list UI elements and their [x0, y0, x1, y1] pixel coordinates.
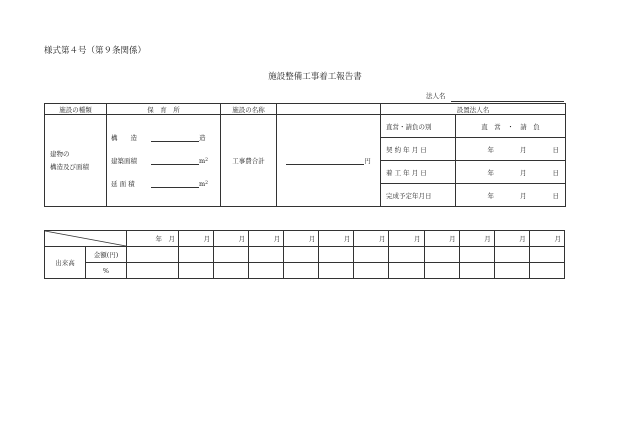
percent-cell[interactable] — [494, 263, 529, 279]
amount-cell[interactable] — [249, 247, 284, 263]
structure-label: 構 造 — [111, 134, 137, 142]
completion-date-year: 年 — [487, 191, 494, 200]
contract-type-value[interactable]: 直 営 ・ 請 負 — [456, 115, 566, 138]
header-kind: 施設の種類 — [45, 104, 107, 115]
start-date-year: 年 — [487, 168, 494, 177]
cost-unit: 円 — [364, 157, 371, 165]
amount-cell[interactable] — [284, 247, 319, 263]
cost-cell — [277, 115, 381, 207]
percent-cell[interactable] — [389, 263, 424, 279]
building-label-line1: 建物の — [50, 149, 70, 158]
month-header: 月 — [529, 231, 564, 247]
percent-cell[interactable] — [529, 263, 564, 279]
building-area-unit: m — [199, 156, 206, 165]
header-hoikusho: 保 育 所 — [107, 104, 221, 115]
building-label — [45, 115, 107, 207]
diagonal-line — [45, 231, 126, 246]
structure-unit: 造 — [199, 134, 206, 142]
progress-label: 出来高 — [45, 247, 86, 279]
amount-cell[interactable] — [424, 247, 459, 263]
contract-date-year: 年 — [487, 145, 494, 154]
amount-cell[interactable] — [214, 247, 249, 263]
amount-cell[interactable] — [127, 247, 179, 263]
start-date-value[interactable] — [456, 161, 566, 184]
percent-cell[interactable] — [319, 263, 354, 279]
completion-date-month: 月 — [520, 191, 527, 200]
month-header: 月 — [179, 231, 214, 247]
amount-cell[interactable] — [389, 247, 424, 263]
total-floor-unit-sup: 2 — [205, 181, 209, 186]
building-area-row — [111, 149, 220, 172]
percent-cell[interactable] — [354, 263, 389, 279]
percent-cell[interactable] — [179, 263, 214, 279]
report-table — [44, 103, 566, 207]
completion-date-day: 日 — [552, 191, 559, 200]
start-date-month: 月 — [520, 168, 527, 177]
percent-label: % — [86, 263, 127, 279]
percent-cell[interactable] — [459, 263, 494, 279]
cost-label: 工事費合計 — [221, 115, 277, 207]
amount-cell[interactable] — [459, 247, 494, 263]
header-corp: 設置法人名 — [381, 104, 566, 115]
total-floor-field[interactable] — [151, 179, 199, 188]
month-header: 月 — [249, 231, 284, 247]
percent-cell[interactable] — [424, 263, 459, 279]
amount-cell[interactable] — [494, 247, 529, 263]
start-date-label: 着 工 年 月 日 — [381, 161, 456, 184]
structure-row — [111, 126, 220, 149]
percent-cell[interactable] — [284, 263, 319, 279]
percent-cell[interactable] — [249, 263, 284, 279]
month-header: 月 — [319, 231, 354, 247]
building-area-unit-sup: 2 — [205, 158, 209, 163]
total-floor-row — [111, 172, 220, 195]
amount-cell[interactable] — [529, 247, 564, 263]
form-number: 様式第４号（第９条関係） — [44, 46, 147, 56]
page-title: 施設整備工事着工報告書 — [268, 72, 362, 82]
facility-name-cell[interactable] — [277, 104, 381, 115]
amount-cell[interactable] — [179, 247, 214, 263]
structure-field[interactable] — [151, 133, 199, 142]
contract-type-label: 直営・請負の別 — [381, 115, 456, 138]
building-label-line2: 構造及び面積 — [50, 162, 89, 171]
start-date-day: 日 — [552, 168, 559, 177]
month-header: 月 — [459, 231, 494, 247]
contract-date-day: 日 — [552, 145, 559, 154]
month-header: 月 — [214, 231, 249, 247]
amount-cell[interactable] — [354, 247, 389, 263]
building-area-label: 建築面積 — [111, 157, 137, 165]
header-facility-name: 施設の名称 — [221, 104, 277, 115]
progress-table — [44, 230, 565, 279]
month-header: 月 — [389, 231, 424, 247]
building-area-field[interactable] — [151, 156, 199, 165]
month-header: 月 — [354, 231, 389, 247]
contract-date-month: 月 — [520, 145, 527, 154]
cost-field[interactable] — [286, 156, 364, 165]
amount-cell[interactable] — [319, 247, 354, 263]
completion-date-value[interactable] — [456, 184, 566, 207]
percent-cell[interactable] — [127, 263, 179, 279]
month-header: 月 — [494, 231, 529, 247]
completion-date-label: 完成予定年月日 — [381, 184, 456, 207]
contract-date-value[interactable] — [456, 138, 566, 161]
month-header: 月 — [284, 231, 319, 247]
percent-cell[interactable] — [214, 263, 249, 279]
month-header: 月 — [424, 231, 459, 247]
amount-label: 金額(円) — [86, 247, 127, 263]
total-floor-label: 延 面 積 — [111, 180, 135, 188]
corp-name-label: 法人名 — [426, 92, 446, 100]
month-header-first: 年 月 — [127, 231, 179, 247]
contract-date-label: 契 約 年 月 日 — [381, 138, 456, 161]
corp-name-line — [451, 101, 564, 102]
diagonal-header-cell — [45, 231, 127, 247]
total-floor-unit: m — [199, 179, 206, 188]
structure-area-cell — [107, 115, 221, 207]
